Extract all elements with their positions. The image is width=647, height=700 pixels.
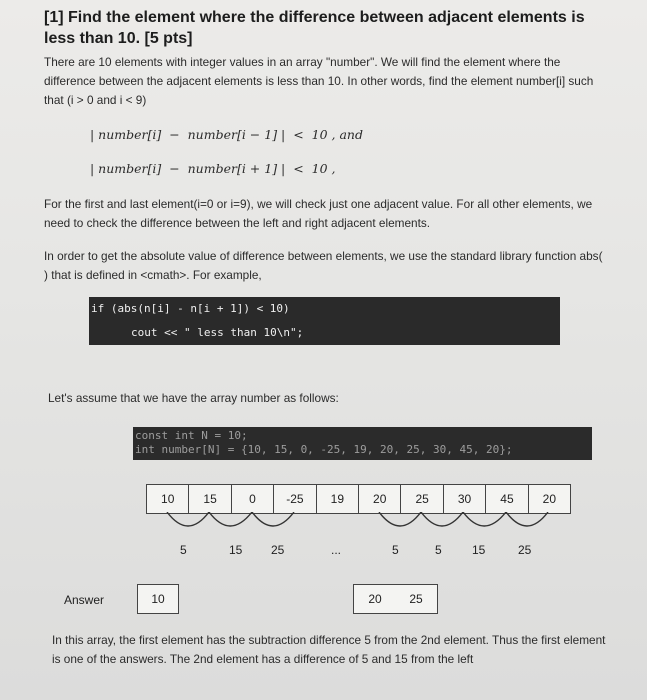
first-last-paragraph: For the first and last element(i=0 or i=9), we will check just one adjacent value. For all other elements, we need to check the difference between the left and right adjacent elements. — [44, 197, 593, 230]
difference-arcs — [146, 512, 569, 540]
assume-paragraph: Let's assume that we have the array number as follows: — [48, 391, 339, 405]
diff-label: 15 — [229, 543, 243, 557]
diff-label: 25 — [271, 543, 285, 557]
diff-label: 25 — [518, 543, 532, 557]
answer-label: Answer — [64, 593, 105, 607]
diff-label: 5 — [392, 543, 399, 557]
array-cell: 19 — [317, 485, 359, 513]
array-cell: 20 — [542, 492, 557, 506]
code-line: cout << " less than 10\n"; — [131, 326, 304, 339]
code-example-abs — [89, 297, 560, 345]
array-cell: 20 — [359, 485, 401, 513]
array-cell: -25 — [274, 485, 316, 513]
arc-connector — [167, 512, 209, 526]
array-cell: 30 — [444, 485, 486, 513]
arc-connector — [252, 512, 294, 526]
diff-label: 5 — [180, 543, 187, 557]
array-cell: 45 — [486, 485, 528, 513]
array-diagram — [146, 484, 571, 514]
code-line: const int N = 10; — [135, 429, 248, 442]
problem-title: [1] Find the element where the difference between adjacent elements is less than 10. [5 pts] — [44, 9, 585, 47]
answer-box: 20 — [353, 584, 397, 614]
abs-paragraph: In order to get the absolute value of difference between elements, we use the standard library function abs( ) that is defined in <cmath>. For example, — [44, 249, 603, 282]
answer-box: 25 — [395, 584, 438, 614]
array-cell: 10 — [147, 485, 189, 513]
code-line: int number[N] = {10, 15, 0, -25, 19, 20, 25, 30, 45, 20}; — [135, 443, 513, 456]
code-line: if (abs(n[i] - n[i + 1]) < 10) — [91, 302, 290, 315]
arc-connector — [379, 512, 421, 526]
array-cell: 0 — [232, 485, 274, 513]
arc-connector — [421, 512, 463, 526]
diff-label: ... — [331, 543, 342, 557]
arc-connector — [209, 512, 252, 526]
answer-box: 10 — [137, 584, 179, 614]
diff-label: 15 — [472, 543, 486, 557]
arc-connector — [506, 512, 548, 526]
formula-left-neighbor: | number[i] − number[i − 1] | < 10 , and — [90, 127, 363, 142]
arc-connector — [463, 512, 506, 526]
intro-paragraph: There are 10 elements with integer values in an array "number". We will find the element where the difference between the adjacent elements is less than 10. In other words, find the element number[i] such that (i > 0 and i < 9) — [44, 55, 594, 107]
array-cell: 15 — [189, 485, 231, 513]
array-cell: 25 — [401, 485, 443, 513]
formula-right-neighbor: | number[i] − number[i + 1] | < 10 , — [90, 161, 336, 176]
diff-label: 5 — [435, 543, 442, 557]
code-array-declaration — [133, 427, 592, 460]
explanation-paragraph: In this array, the first element has the subtraction difference 5 from the 2nd element. Thus the first element is one of the answers. The 2nd element has a difference of 5 and 15 from the left — [52, 633, 606, 666]
